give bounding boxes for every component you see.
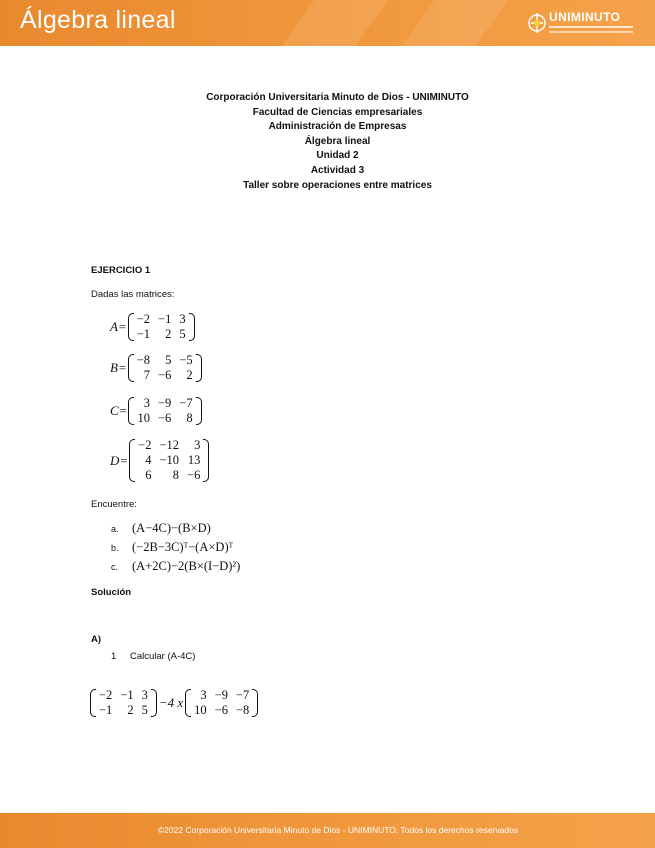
matrix-cell: −8 bbox=[136, 353, 151, 367]
matrix-cell: 5 bbox=[141, 703, 148, 717]
solution-heading: Solución bbox=[91, 587, 132, 598]
matrix-body bbox=[129, 438, 209, 483]
item-expression: (A+2C)−2(B×(I−D)²) bbox=[132, 559, 241, 573]
footer-copyright: ©2022 Corporación Universitaria Minuto de Dios - UNIMINUTO. Todos los derechos reservados bbox=[157, 825, 519, 835]
logo-tagline bbox=[549, 31, 633, 33]
header-title: Álgebra lineal bbox=[20, 6, 176, 34]
matrix-cell: 3 bbox=[194, 438, 201, 452]
header-decoration bbox=[391, 0, 509, 46]
matrix-a bbox=[110, 312, 195, 342]
page-footer bbox=[0, 813, 655, 848]
matrix-cell: −1 bbox=[158, 312, 172, 326]
matrix-cell: 2 bbox=[165, 327, 172, 341]
matrix-cell: 5 bbox=[179, 327, 186, 341]
matrix-cell: 13 bbox=[187, 453, 201, 467]
title-line: Actividad 3 bbox=[310, 164, 365, 176]
find-label: Encuentre: bbox=[91, 499, 137, 510]
uniminuto-logo bbox=[527, 9, 637, 39]
title-line: Corporación Universitaria Minuto de Dios - UNIMINUTO bbox=[206, 92, 469, 103]
exercise-item-b bbox=[111, 540, 233, 555]
item-expression: (A−4C)−(B×D) bbox=[132, 521, 211, 535]
matrix-cell: 8 bbox=[172, 468, 180, 482]
document-title-block bbox=[0, 91, 655, 193]
matrix-cell: −2 bbox=[99, 688, 113, 702]
solution-part: A) bbox=[91, 634, 102, 645]
matrix-body bbox=[185, 688, 258, 718]
matrix-body bbox=[128, 353, 202, 383]
matrix-cell: 3 bbox=[200, 688, 207, 702]
matrix-cell: −2 bbox=[136, 312, 151, 326]
matrix-cell: −9 bbox=[214, 688, 228, 702]
matrix-cell: −12 bbox=[159, 438, 180, 452]
matrix-cell: −8 bbox=[235, 703, 250, 717]
title-line: Administración de Empresas bbox=[268, 121, 407, 133]
matrix-cell: 3 bbox=[141, 688, 148, 702]
matrix-cell: −7 bbox=[179, 396, 193, 410]
matrix-cell: −6 bbox=[157, 411, 172, 425]
title-line: Taller sobre operaciones entre matrices bbox=[243, 179, 432, 191]
exercise-heading: EJERCICIO 1 bbox=[91, 265, 151, 276]
matrix-cell: −10 bbox=[159, 453, 180, 467]
matrix-name: D= bbox=[110, 452, 129, 468]
matrix-cell: 10 bbox=[137, 411, 150, 425]
matrix-body bbox=[90, 688, 157, 718]
matrix-name: B= bbox=[110, 360, 127, 375]
matrix-cell: 7 bbox=[143, 368, 151, 382]
matrix-cell: 10 bbox=[194, 703, 207, 717]
matrix-c bbox=[110, 396, 202, 426]
matrix-d bbox=[110, 438, 209, 483]
matrix-cell: 3 bbox=[179, 312, 186, 326]
matrix-cell: 8 bbox=[186, 411, 193, 425]
item-tag: a. bbox=[111, 524, 119, 534]
title-line: Facultad de Ciencias empresariales bbox=[252, 106, 423, 118]
operator: −4 x bbox=[158, 695, 184, 710]
item-expression: (−2B−3C)ᵀ−(A×D)ᵀ bbox=[132, 540, 234, 554]
matrix-cell: −9 bbox=[157, 396, 172, 410]
exercise-item-c bbox=[111, 559, 240, 574]
title-line: Álgebra lineal bbox=[304, 135, 371, 147]
matrix-cell: 5 bbox=[165, 353, 172, 367]
matrix-body bbox=[128, 312, 195, 342]
logo-name: UNIMINUTO bbox=[549, 10, 621, 24]
matrix-name: C= bbox=[110, 403, 128, 418]
step-number: 1 bbox=[111, 651, 117, 662]
header-decoration bbox=[271, 0, 389, 46]
matrix-name: A= bbox=[110, 319, 127, 334]
title-line: Unidad 2 bbox=[316, 150, 359, 162]
matrix-cell: −6 bbox=[214, 703, 228, 717]
matrix-cell: 4 bbox=[145, 453, 152, 467]
matrix-body bbox=[128, 396, 201, 426]
matrix-cell: −7 bbox=[235, 688, 250, 702]
matrix-cell: −1 bbox=[136, 327, 151, 341]
matrix-cell: −5 bbox=[179, 353, 193, 367]
matrix-cell: 3 bbox=[143, 396, 150, 410]
uniminuto-emblem-icon bbox=[527, 10, 547, 36]
matrix-cell: 2 bbox=[186, 368, 193, 382]
solution-expression bbox=[90, 688, 258, 718]
exercise-item-a bbox=[111, 521, 211, 536]
page-header bbox=[0, 0, 655, 46]
item-tag: b. bbox=[111, 543, 119, 553]
item-tag: c. bbox=[111, 562, 119, 572]
matrix-cell: −1 bbox=[120, 688, 134, 702]
matrix-cell: −2 bbox=[138, 438, 152, 452]
logo-tagline bbox=[549, 26, 633, 28]
matrix-b bbox=[110, 353, 202, 383]
matrix-cell: −1 bbox=[99, 703, 113, 717]
matrix-cell: 6 bbox=[145, 468, 152, 482]
matrix-cell: 2 bbox=[127, 703, 134, 717]
matrix-cell: −6 bbox=[158, 368, 172, 382]
exercise-intro: Dadas las matrices: bbox=[91, 289, 175, 300]
step-text: Calcular (A-4C) bbox=[130, 651, 196, 662]
matrix-cell: −6 bbox=[187, 468, 201, 482]
